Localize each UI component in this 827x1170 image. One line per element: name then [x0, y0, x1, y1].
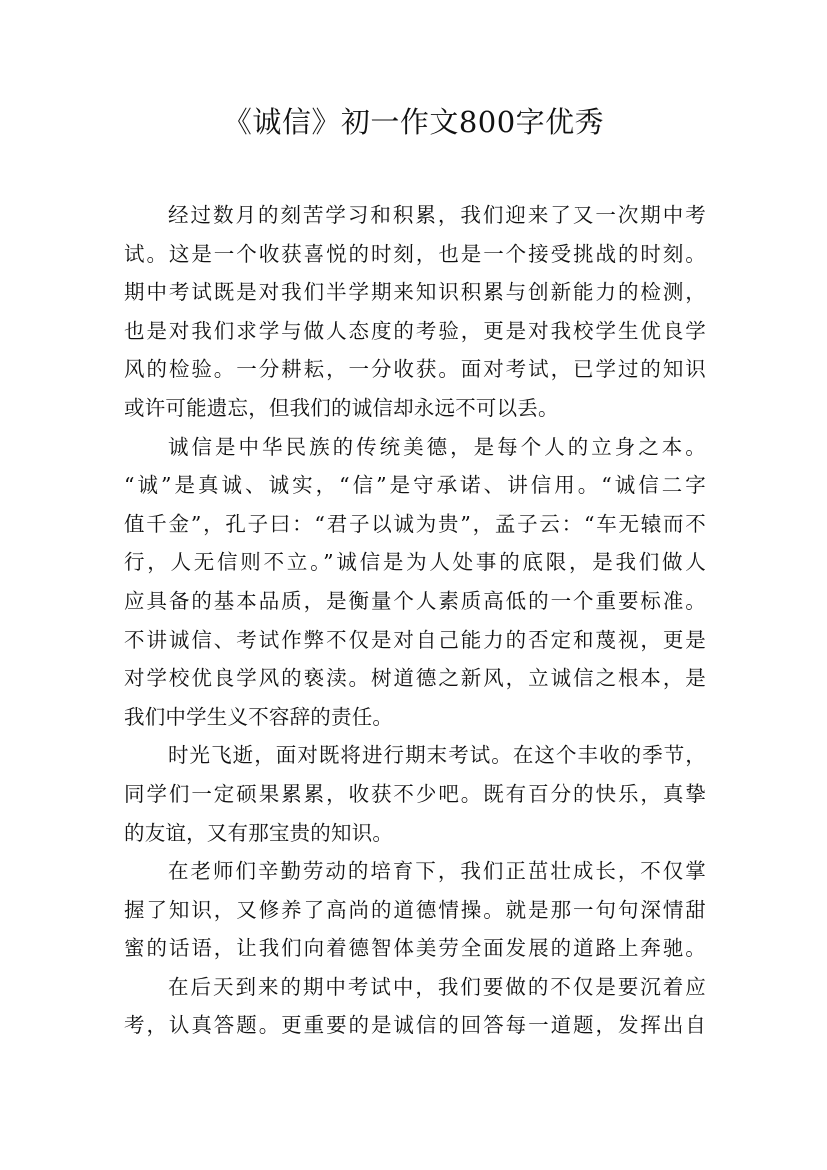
text-line: 我们中学生义不容辞的责任。	[124, 704, 394, 729]
text-line: 风的检验。一分耕耘，一分收获。面对考试，已学过的知识	[124, 357, 706, 382]
text-line: 握了知识，又修养了高尚的道德情操。就是那一句句深情甜	[124, 897, 706, 922]
text-line: 诚信是中华民族的传统美德，是每个人的立身之本。	[168, 434, 706, 459]
text-line: 经过数月的刻苦学习和积累，我们迎来了又一次期中考	[168, 203, 706, 227]
document-body	[124, 196, 706, 1045]
text-line: 在后天到来的期中考试中，我们要做的不仅是要沉着应	[168, 974, 706, 999]
text-line: 时光飞逝，面对既将进行期末考试。在这个丰收的季节，	[168, 743, 706, 768]
text-line: 也是对我们求学与做人态度的考验，更是对我校学生优良学	[124, 318, 706, 343]
text-line: 蜜的话语，让我们向着德智体美劳全面发展的道路上奔驰。	[124, 936, 706, 961]
text-line: 行，人无信则不立。”诚信是为人处事的底限，是我们做人	[124, 550, 706, 575]
text-line: 不讲诚信、考试作弊不仅是对自己能力的否定和蔑视，更是	[124, 627, 706, 652]
document-title: 《诚信》初一作文800字优秀	[222, 105, 605, 139]
text-line: 试。这是一个收获喜悦的时刻，也是一个接受挑战的时刻。	[124, 241, 706, 266]
text-line: 或许可能遗忘，但我们的诚信却永远不可以丢。	[124, 395, 559, 420]
text-line: “诚”是真诚、诚实，“信”是守承诺、讲信用。“诚信二字	[124, 473, 706, 498]
text-line: 考，认真答题。更重要的是诚信的回答每一道题，发挥出自	[124, 1013, 706, 1038]
text-line: 应具备的基本品质，是衡量个人素质高低的一个重要标准。	[124, 588, 706, 613]
text-line: 同学们一定硕果累累，收获不少吧。既有百分的快乐，真挚	[124, 781, 706, 806]
text-line: 期中考试既是对我们半学期来知识积累与创新能力的检测，	[124, 280, 706, 305]
text-line: 的友谊，又有那宝贵的知识。	[124, 820, 394, 845]
text-line: 对学校优良学风的亵渎。树道德之新风，立诚信之根本，是	[124, 666, 706, 691]
text-line: 值千金”，孔子曰：“君子以诚为贵”，孟子云：“车无辕而不	[124, 511, 706, 536]
text-line: 在老师们辛勤劳动的培育下，我们正茁壮成长，不仅掌	[168, 859, 706, 884]
